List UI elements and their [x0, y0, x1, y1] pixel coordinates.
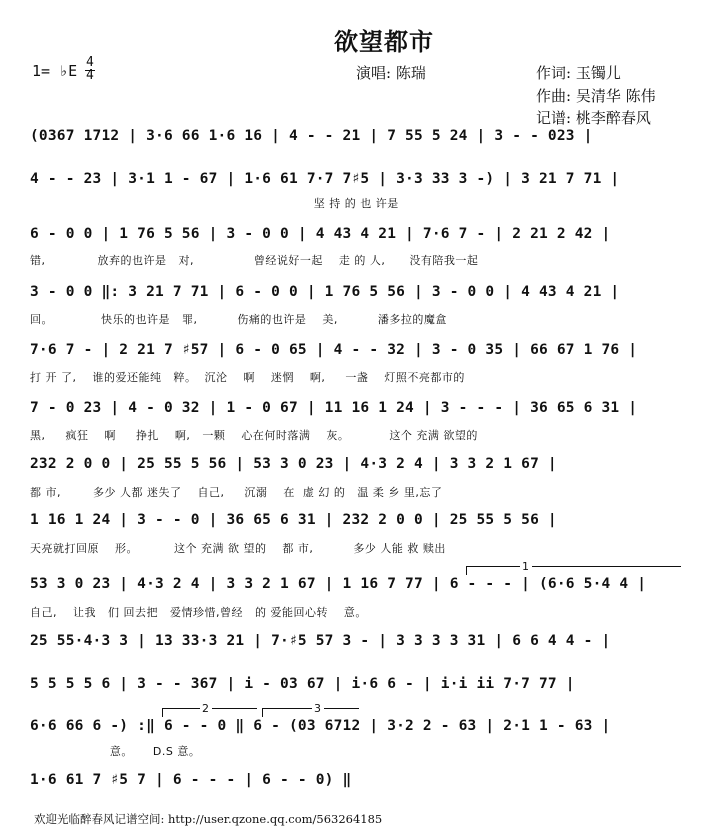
- notation-row: 3 - 0 0 ‖: 3 21 7 71 | 6 - 0 0 | 1 76 5 56 | 3 - 0 0 | 4 43 4 21 |: [30, 284, 620, 300]
- lyrics-row: 都 市, 多少 人都 迷失了 自己, 沉溺 在 虚 幻 的 温 柔 乡 里,忘了: [30, 486, 443, 499]
- volta-label: 3: [314, 702, 322, 715]
- notation-row: 53 3 0 23 | 4·3 2 4 | 3 3 2 1 67 | 1 16 7 77 | 6 - - - | (6·6 5·4 4 |: [30, 576, 647, 592]
- time-signature-top: 4: [86, 55, 94, 70]
- key-signature: 1= ♭E: [32, 62, 78, 80]
- lyrics-row: 自己, 让我 们 回去把 爱情珍惜,曾经 的 爱能回心转 意。: [30, 606, 367, 619]
- notation-row: 6·6 66 6 -) :‖ 6 - - 0 ‖ 6 - (03 6712 | 3·2 2 - 63 | 2·1 1 - 63 |: [30, 718, 611, 734]
- notation-row: 1·6 61 7 ♯5 7 | 6 - - - | 6 - - 0) ‖: [30, 772, 352, 788]
- singer-credit: 演唱: 陈瑞: [356, 64, 426, 82]
- notation-row: 1 16 1 24 | 3 - - 0 | 36 65 6 31 | 232 2 0 0 | 25 55 5 56 |: [30, 512, 557, 528]
- lyrics-row: 天亮就打回原 形。 这个 充满 欲 望的 都 市, 多少 人能 救 赎出: [30, 542, 446, 555]
- lyrics-row: 回。 快乐的也许是 罪, 伤痛的也许是 美, 潘多拉的魔盒: [30, 313, 447, 326]
- notation-row: 232 2 0 0 | 25 55 5 56 | 53 3 0 23 | 4·3 2 4 | 3 3 2 1 67 |: [30, 456, 557, 472]
- lyricist-credit: 作词: 玉镯儿: [536, 64, 621, 82]
- notation-row: 6 - 0 0 | 1 76 5 56 | 3 - 0 0 | 4 43 4 21 | 7·6 7 - | 2 21 2 42 |: [30, 226, 611, 242]
- song-title: 欲望都市: [334, 28, 434, 56]
- volta-bracket: [262, 708, 359, 717]
- notation-row: 7 - 0 23 | 4 - 0 32 | 1 - 0 67 | 11 16 1 24 | 3 - - - | 36 65 6 31 |: [30, 400, 638, 416]
- notation-row: (0367 1712 | 3·6 66 1·6 16 | 4 - - 21 | 7 55 5 24 | 3 - - 023 |: [30, 128, 593, 144]
- volta-label: 2: [202, 702, 210, 715]
- notation-row: 4 - - 23 | 3·1 1 - 67 | 1·6 61 7·7 7♯5 | 3·3 33 3 -) | 3 21 7 71 |: [30, 171, 620, 187]
- lyrics-row: 错, 放弃的也许是 对, 曾经说好一起 走 的 人, 没有陪我一起: [30, 254, 479, 267]
- transcriber-credit: 记谱: 桃李醉春风: [536, 109, 651, 127]
- lyrics-row: 坚 持 的 也 许是: [30, 197, 399, 210]
- notation-row: 5 5 5 5 6 | 3 - - 367 | i - 03 67 | i·6 6 - | i·i ii 7·7 77 |: [30, 676, 575, 692]
- lyrics-row: 意。 D.S 意。: [30, 745, 201, 758]
- notation-row: 7·6 7 - | 2 21 7 ♯57 | 6 - 0 65 | 4 - - 32 | 3 - 0 35 | 66 67 1 76 |: [30, 342, 638, 358]
- composer-credit: 作曲: 吴清华 陈伟: [536, 87, 656, 105]
- lyrics-row: 黑, 疯狂 啊 挣扎 啊, 一颗 心在何时落满 灰。 这个 充满 欲望的: [30, 429, 478, 442]
- lyrics-row: 打 开 了, 谁的爱还能纯 粹。 沉沦 啊 迷惘 啊, 一盏 灯照不亮都市的: [30, 371, 465, 384]
- notation-row: 25 55·4·3 3 | 13 33·3 21 | 7·♯5 57 3 - | 3 3 3 3 31 | 6 6 4 4 - |: [30, 633, 611, 649]
- volta-label: 1: [522, 560, 530, 573]
- footer-credit: 欢迎光临醉春风记谱空间: http://user.qzone.qq.com/563264185: [34, 812, 383, 826]
- volta-bracket: [466, 566, 681, 575]
- time-signature-bottom: 4: [86, 68, 94, 83]
